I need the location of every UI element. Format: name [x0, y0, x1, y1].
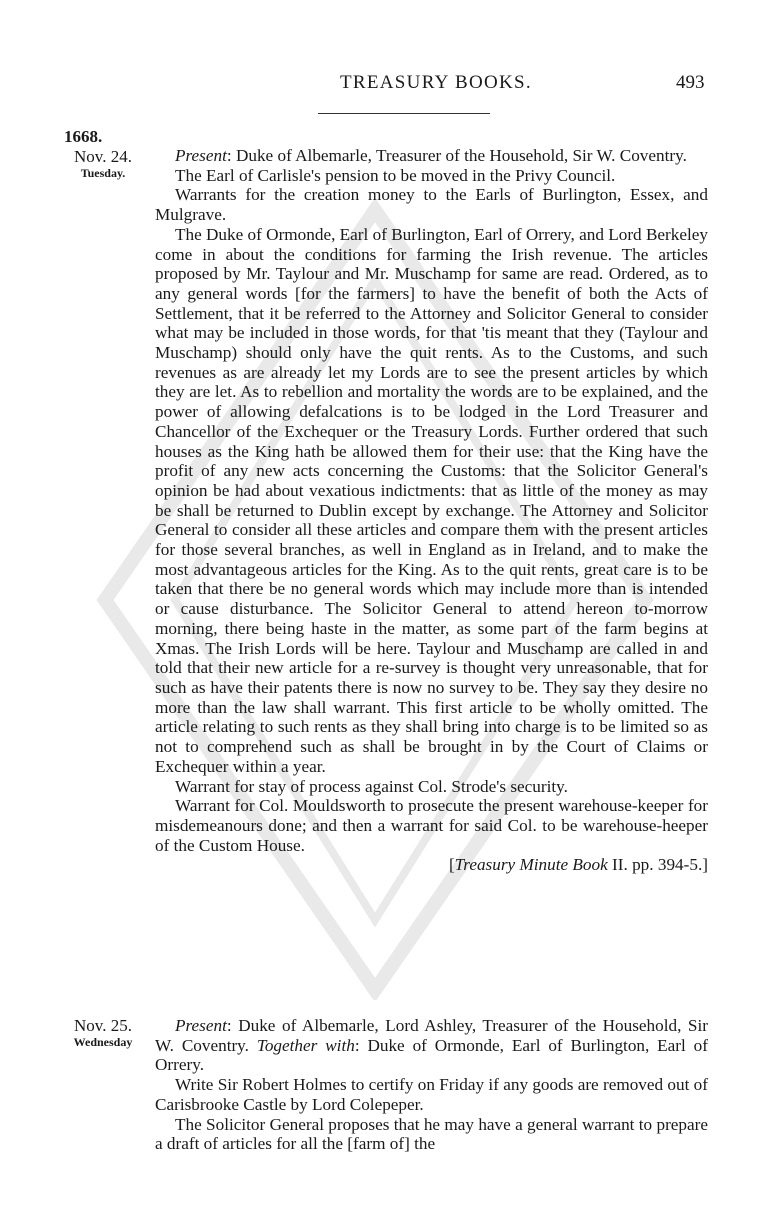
margin-date: Nov. 25.	[74, 1016, 132, 1035]
together-label: Together with	[256, 1035, 355, 1055]
minute-paragraph: Warrants for the creation money to the Earls of Burlington, Essex, and Mulgrave.	[155, 185, 708, 225]
source-citation: [Treasury Minute Book II. pp. 394-5.]	[448, 855, 708, 875]
attendance-line	[155, 1016, 708, 1075]
minute-paragraph: Write Sir Robert Holmes to certify on Friday if any goods are removed out of Carisbrooke Castle by Lord Colepeper.	[155, 1075, 708, 1114]
margin-date: Nov. 24.	[74, 147, 132, 166]
minute-paragraph: Warrant for stay of process against Col. Strode's security.	[175, 776, 568, 796]
present-label: Present	[175, 1016, 227, 1035]
margin-year: 1668.	[64, 127, 103, 146]
header-rule	[318, 113, 490, 114]
minute-paragraph: The Duke of Ormonde, Earl of Burlington, Earl of Orrery, and Lord Berkeley come in about the conditions for farming the Irish revenue. The articles proposed by Mr. Taylour and Mr. Muschamp for same are read. Ordered, as to any general words [for the farmers] to have the benefit of both the Acts of Settlement, that it be referred to the Attorney and Solicitor General to consider what may be included in those words, for that 'tis meant that they (Taylour and Muschamp) should only have the quit rents. As to the Customs, and such revenues as are already let my Lords are to see the present articles by which they are let. As to rebellion and mortality the words are to be explained, and the power of allowing defalcations is to be lodged in the Lord Treasurer and Chancellor of the Exchequer or the Treasury Lords. Further ordered that such houses as the King hath be allowed them for their use: that the King have the profit of any new acts concerning the Customs: that the Solicitor General's opinion be had about vexatious indictments: that as little of the money as may be shall be returned to Dublin except by exchange. The Attorney and Solicitor General to consider all these articles and compare them with the present articles for those several branches, as well in England as in Ireland, and to make the most advantageous articles for the King. As to the quit rents, great care is to be taken that there be no general words which may include more than is intended or cause disturbance. The Solicitor General to attend hereon to-morrow morning, there being haste in the matter, as some part of the farm begins at Xmas. The Irish Lords will be here. Taylour and Muschamp are called in and told that their new article for a re-survey is thought very unreasonable, that for such as have their patents there is now no survey to be. They say they desire no more than the law shall warrant. This first article to be wholly omitted. The article relating to such rents as they shall bring into charge is to be limited so as not to comprehend such as shall be brought in by the Court of Claims or Exchequer within a year.	[155, 224, 708, 776]
present-text: : Duke of Albemarle, Lord Ashley, Treasurer of the Household, Sir W. Coventry.	[155, 1016, 708, 1055]
minute-paragraph: Warrant for Col. Mouldsworth to prosecute the present warehouse-keeper for misdemeanours done; and then a warrant for said Col. to be warehouse-heeper of the Custom House.	[155, 796, 708, 855]
page-number: 493	[676, 72, 705, 93]
minute-paragraph: The Solicitor General proposes that he may have a general warrant to prepare a draft of articles for all the [farm of] the	[155, 1114, 708, 1154]
margin-weekday: Tuesday.	[80, 166, 126, 180]
margin-note-entry-1	[58, 127, 148, 181]
margin-note-entry-2	[58, 1016, 148, 1050]
present-text: : Duke of Albemarle, Treasurer of the Household, Sir W. Coventry.	[226, 146, 687, 165]
entry-nov-25	[155, 1016, 708, 1154]
running-title: TREASURY BOOKS.	[340, 72, 532, 93]
minute-paragraph: The Earl of Carlisle's pension to be moved in the Privy Council.	[175, 165, 616, 185]
present-label: Present	[175, 146, 227, 165]
margin-weekday: Wednesday	[73, 1035, 133, 1049]
attendance-line	[155, 146, 708, 166]
page-header	[0, 72, 773, 102]
source-title: Treasury Minute Book	[454, 855, 608, 875]
entry-nov-24	[155, 146, 708, 875]
together-text: : Duke of Ormonde, Earl of Burlington, Earl of Orrery.	[155, 1035, 708, 1075]
